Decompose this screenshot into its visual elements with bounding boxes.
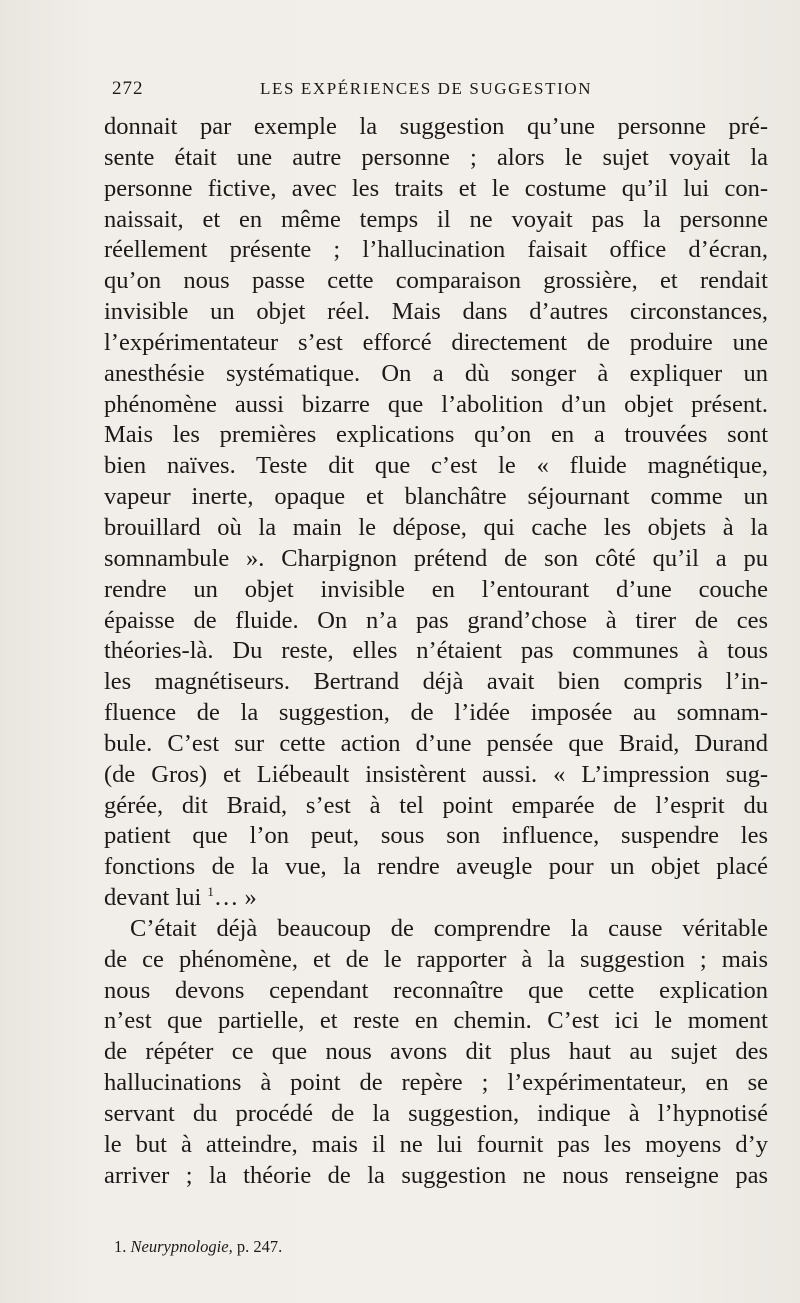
text-line: somnambule ». Charpignon prétend de son côté qu’il a pu [104,544,768,572]
text-line: le but à atteindre, mais il ne lui fournit pas les moyens d’y [104,1130,768,1158]
text-line: invisible un objet réel. Mais dans d’autres circonstances, [104,298,768,326]
paragraph-first-line: C’était déjà beaucoup de comprendre la cause véritable [130,914,768,942]
footnote-title: Neurypnologie, [130,1237,233,1256]
page-number: 272 [112,78,144,99]
text-line: bien naïves. Teste dit que c’est le « fluide magnétique, [104,452,768,480]
footnote-ref: 1 [207,883,214,899]
text-line: hallucinations à point de repère ; l’expérimentateur, en se [104,1069,768,1097]
text-line: gérée, dit Braid, s’est à tel point emparée de l’esprit du [104,791,768,819]
text-line: servant du procédé de la suggestion, indique à l’hypnotisé [104,1100,768,1127]
text-line: arriver ; la théorie de la suggestion ne nous renseigne pas [104,1161,768,1189]
text-line: vapeur inerte, opaque et blanchâtre séjournant comme un [104,483,768,511]
text-fragment: devant lui [104,884,208,912]
text-fragment: … » [213,884,257,912]
text-line: donnait par exemple la suggestion qu’une personne pré- [104,113,768,140]
running-title: LES EXPÉRIENCES DE SUGGESTION [260,79,593,98]
text-line: nous devons cependant reconnaître que cette explication [104,976,768,1004]
text-line: théories-là. Du reste, elles n’étaient pas communes à tous [104,637,768,665]
text-line: sente était une autre personne ; alors le sujet voyait la [104,143,768,171]
text-line: anesthésie systématique. On a dù songer à expliquer un [104,359,768,387]
text-line: réellement présente ; l’hallucination faisait office d’écran, [104,236,768,264]
footnote-page: p. 247. [236,1237,283,1256]
text-line: n’est que partielle, et reste en chemin. C’est ici le moment [104,1007,768,1035]
text-line: les magnétiseurs. Bertrand déjà avait bien compris l’in- [104,668,768,696]
text-line: de répéter ce que nous avons dit plus haut au sujet des [104,1038,768,1066]
text-line: fonctions de la vue, la rendre aveugle pour un objet placé [104,853,768,881]
footnote-number: 1. [114,1237,127,1256]
text-line: Mais les premières explications qu’on en a trouvées sont [104,421,768,449]
running-head [112,78,772,102]
text-line: de ce phénomène, et de le rapporter à la suggestion ; mais [104,945,768,973]
text-line: phénomène aussi bizarre que l’abolition d’un objet présent. [104,390,768,418]
text-line: brouillard où la main le dépose, qui cache les objets à la [104,513,768,541]
text-line: fluence de la suggestion, de l’idée imposée au somnam- [104,699,768,727]
text-line: (de Gros) et Liébeault insistèrent aussi. « L’impression sug- [104,760,768,788]
text-line: bule. C’est sur cette action d’une pensée que Braid, Durand [104,729,768,757]
text-line: épaisse de fluide. On n’a pas grand’chose à tirer de ces [104,606,768,634]
text-line: l’expérimentateur s’est efforcé directement de produire une [104,328,768,356]
text-line: naissait, et en même temps il ne voyait pas la personne [104,205,768,233]
text-line: patient que l’on peut, sous son influence, suspendre les [104,822,768,850]
text-line: personne fictive, avec les traits et le costume qu’il lui con- [104,174,768,202]
text-line-last [104,883,768,914]
text-line: rendre un objet invisible en l’entourant d’une couche [104,575,768,603]
footnote [114,1237,282,1257]
body-text [104,112,768,1192]
text-line: qu’on nous passe cette comparaison grossière, et rendait [104,267,768,295]
